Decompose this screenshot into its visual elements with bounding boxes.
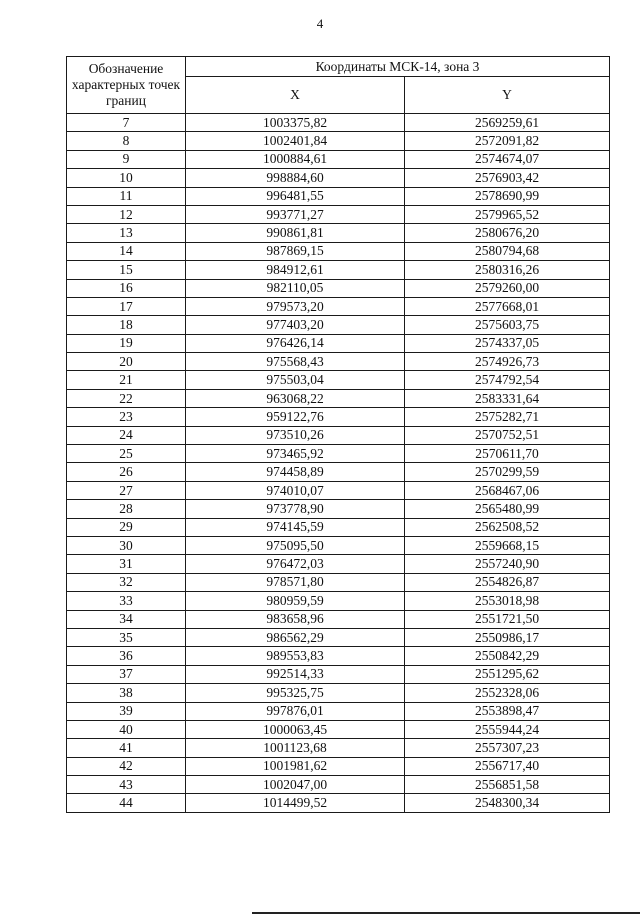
point-cell: 27 (67, 481, 186, 499)
point-cell: 13 (67, 224, 186, 242)
y-cell: 2553898,47 (405, 702, 610, 720)
point-cell: 23 (67, 408, 186, 426)
x-cell: 976426,14 (186, 334, 405, 352)
y-cell: 2575282,71 (405, 408, 610, 426)
table-row (67, 536, 610, 554)
table-row (67, 316, 610, 334)
table-row (67, 150, 610, 168)
y-cell: 2555944,24 (405, 720, 610, 738)
y-cell: 2550842,29 (405, 647, 610, 665)
x-cell: 975095,50 (186, 536, 405, 554)
x-cell: 1003375,82 (186, 114, 405, 132)
table-body (67, 114, 610, 813)
y-cell: 2574674,07 (405, 150, 610, 168)
point-cell: 20 (67, 353, 186, 371)
x-cell: 995325,75 (186, 684, 405, 702)
point-cell: 37 (67, 665, 186, 683)
point-cell: 22 (67, 389, 186, 407)
x-cell: 1000884,61 (186, 150, 405, 168)
x-cell: 993771,27 (186, 205, 405, 223)
point-cell: 9 (67, 150, 186, 168)
y-cell: 2583331,64 (405, 389, 610, 407)
point-cell: 29 (67, 518, 186, 536)
y-cell: 2570299,59 (405, 463, 610, 481)
point-cell: 24 (67, 426, 186, 444)
x-cell: 987869,15 (186, 242, 405, 260)
table-row (67, 261, 610, 279)
x-cell: 977403,20 (186, 316, 405, 334)
x-cell: 984912,61 (186, 261, 405, 279)
table-row (67, 610, 610, 628)
table-row (67, 720, 610, 738)
x-cell: 974145,59 (186, 518, 405, 536)
point-cell: 38 (67, 684, 186, 702)
y-cell: 2580676,20 (405, 224, 610, 242)
point-cell: 15 (67, 261, 186, 279)
point-cell: 39 (67, 702, 186, 720)
x-cell: 976472,03 (186, 555, 405, 573)
table-row (67, 573, 610, 591)
y-cell: 2559668,15 (405, 536, 610, 554)
point-cell: 41 (67, 739, 186, 757)
table-row (67, 739, 610, 757)
table-row (67, 776, 610, 794)
table-row (67, 224, 610, 242)
table-row (67, 481, 610, 499)
y-cell: 2574792,54 (405, 371, 610, 389)
point-cell: 36 (67, 647, 186, 665)
x-cell: 959122,76 (186, 408, 405, 426)
x-cell: 973465,92 (186, 445, 405, 463)
x-cell: 1002401,84 (186, 132, 405, 150)
x-cell: 997876,01 (186, 702, 405, 720)
table-row (67, 757, 610, 775)
table-row (67, 518, 610, 536)
y-cell: 2557240,90 (405, 555, 610, 573)
table-row (67, 794, 610, 812)
x-cell: 978571,80 (186, 573, 405, 591)
point-cell: 44 (67, 794, 186, 812)
y-cell: 2556851,58 (405, 776, 610, 794)
point-cell: 26 (67, 463, 186, 481)
y-cell: 2550986,17 (405, 628, 610, 646)
table-row (67, 132, 610, 150)
x-cell: 986562,29 (186, 628, 405, 646)
table-row (67, 408, 610, 426)
y-cell: 2568467,06 (405, 481, 610, 499)
point-cell: 8 (67, 132, 186, 150)
table-row (67, 426, 610, 444)
table-row (67, 684, 610, 702)
table-row (67, 205, 610, 223)
table-row (67, 555, 610, 573)
table-header (67, 57, 610, 114)
y-cell: 2570752,51 (405, 426, 610, 444)
point-cell: 33 (67, 592, 186, 610)
x-cell: 998884,60 (186, 169, 405, 187)
y-cell: 2551721,50 (405, 610, 610, 628)
table-row (67, 279, 610, 297)
point-cell: 28 (67, 500, 186, 518)
point-cell: 40 (67, 720, 186, 738)
x-cell: 1002047,00 (186, 776, 405, 794)
x-cell: 974010,07 (186, 481, 405, 499)
x-cell: 989553,83 (186, 647, 405, 665)
y-cell: 2575603,75 (405, 316, 610, 334)
page-number: 4 (316, 16, 324, 31)
coordinates-table (66, 56, 610, 813)
table-row (67, 445, 610, 463)
point-cell: 32 (67, 573, 186, 591)
x-cell: 975503,04 (186, 371, 405, 389)
y-cell: 2551295,62 (405, 665, 610, 683)
point-cell: 21 (67, 371, 186, 389)
table-row (67, 334, 610, 352)
table-row (67, 628, 610, 646)
table-row (67, 297, 610, 315)
y-cell: 2579965,52 (405, 205, 610, 223)
x-cell: 979573,20 (186, 297, 405, 315)
x-cell: 1001981,62 (186, 757, 405, 775)
x-cell: 1000063,45 (186, 720, 405, 738)
y-cell: 2579260,00 (405, 279, 610, 297)
table-row (67, 353, 610, 371)
x-cell: 980959,59 (186, 592, 405, 610)
y-cell: 2578690,99 (405, 187, 610, 205)
table-row (67, 500, 610, 518)
table-row (67, 592, 610, 610)
x-cell: 974458,89 (186, 463, 405, 481)
point-cell: 43 (67, 776, 186, 794)
y-column-header: Y (405, 77, 610, 114)
x-cell: 1014499,52 (186, 794, 405, 812)
table-row (67, 665, 610, 683)
table-row (67, 389, 610, 407)
y-cell: 2574926,73 (405, 353, 610, 371)
point-cell: 42 (67, 757, 186, 775)
point-cell: 35 (67, 628, 186, 646)
table-row (67, 114, 610, 132)
point-column-header: Обозначение характерных точек границ (67, 57, 186, 114)
table-row (67, 702, 610, 720)
x-cell: 992514,33 (186, 665, 405, 683)
table-row (67, 242, 610, 260)
point-cell: 12 (67, 205, 186, 223)
x-cell: 963068,22 (186, 389, 405, 407)
y-cell: 2557307,23 (405, 739, 610, 757)
table-row (67, 187, 610, 205)
x-cell: 996481,55 (186, 187, 405, 205)
point-cell: 19 (67, 334, 186, 352)
x-cell: 1001123,68 (186, 739, 405, 757)
point-cell: 30 (67, 536, 186, 554)
table-row (67, 371, 610, 389)
x-cell: 990861,81 (186, 224, 405, 242)
point-cell: 31 (67, 555, 186, 573)
x-cell: 973510,26 (186, 426, 405, 444)
y-cell: 2572091,82 (405, 132, 610, 150)
point-cell: 10 (67, 169, 186, 187)
x-cell: 975568,43 (186, 353, 405, 371)
y-cell: 2553018,98 (405, 592, 610, 610)
y-cell: 2562508,52 (405, 518, 610, 536)
bottom-rule (252, 912, 640, 914)
point-cell: 18 (67, 316, 186, 334)
x-cell: 973778,90 (186, 500, 405, 518)
y-cell: 2576903,42 (405, 169, 610, 187)
y-cell: 2548300,34 (405, 794, 610, 812)
header-row-top (67, 57, 610, 77)
y-cell: 2570611,70 (405, 445, 610, 463)
x-cell: 982110,05 (186, 279, 405, 297)
point-cell: 34 (67, 610, 186, 628)
table-row (67, 169, 610, 187)
y-cell: 2569259,61 (405, 114, 610, 132)
point-cell: 7 (67, 114, 186, 132)
point-cell: 25 (67, 445, 186, 463)
point-cell: 14 (67, 242, 186, 260)
y-cell: 2577668,01 (405, 297, 610, 315)
point-cell: 16 (67, 279, 186, 297)
y-cell: 2565480,99 (405, 500, 610, 518)
x-column-header: X (186, 77, 405, 114)
coordinates-group-header: Координаты МСК-14, зона 3 (186, 57, 610, 77)
y-cell: 2574337,05 (405, 334, 610, 352)
point-cell: 17 (67, 297, 186, 315)
y-cell: 2556717,40 (405, 757, 610, 775)
y-cell: 2552328,06 (405, 684, 610, 702)
x-cell: 983658,96 (186, 610, 405, 628)
y-cell: 2554826,87 (405, 573, 610, 591)
point-cell: 11 (67, 187, 186, 205)
table-row (67, 463, 610, 481)
y-cell: 2580794,68 (405, 242, 610, 260)
y-cell: 2580316,26 (405, 261, 610, 279)
table-row (67, 647, 610, 665)
